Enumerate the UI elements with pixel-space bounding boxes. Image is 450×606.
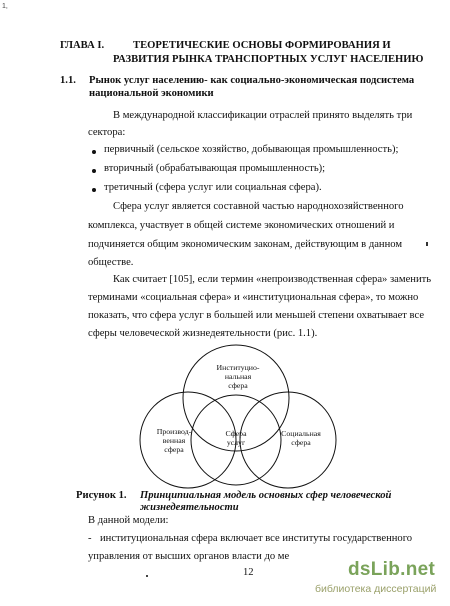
- chapter-number: ГЛАВА I.: [60, 40, 105, 51]
- after-figure-line3: управления от высших органов власти до ме: [88, 551, 290, 562]
- figure-caption-line2: жизнедеятельности: [140, 502, 239, 513]
- paragraph3-line3: показать, что сфера услуг в большей или меньшей степени охватывает все: [88, 310, 425, 321]
- after-figure-line2: институциональная сфера включает все институты государственного: [100, 533, 413, 544]
- left-circle-label-line1: Производ-: [156, 427, 192, 436]
- chapter-title-line1: ТЕОРЕТИЧЕСКИЕ ОСНОВЫ ФОРМИРОВАНИЯ И: [133, 40, 391, 51]
- scan-speck: [146, 575, 148, 577]
- section-title-line2: национальной экономики: [89, 88, 214, 99]
- scan-speck: [426, 242, 428, 246]
- after-figure-line1: В данной модели:: [88, 515, 169, 526]
- figure-caption-line1: Принципиальная модель основных сфер человеческой: [140, 490, 392, 501]
- right-circle-label-line1: Социальная: [281, 429, 321, 438]
- paragraph3-line2: терминами «социальная сфера» и «институциональная сфера», то можно: [88, 292, 419, 303]
- page-number: 12: [243, 567, 254, 578]
- left-circle-label-line2: венная: [162, 436, 186, 445]
- figure-caption-label: Рисунок 1.: [76, 490, 127, 501]
- paragraph1-line1: В международной классификации отраслей принято выделять три: [113, 110, 413, 121]
- bullet-item-secondary: вторичный (обрабатывающая промышленность);: [104, 163, 326, 174]
- paragraph1-line2: сектора:: [88, 127, 126, 138]
- after-figure-dash: -: [88, 533, 92, 544]
- watermark-subtitle: библиотека диссертаций: [315, 583, 437, 595]
- section-title-line1: Рынок услуг населению- как социально-экономическая подсистема: [89, 75, 415, 86]
- bullet-item-tertiary: третичный (сфера услуг или социальная сфера).: [104, 182, 322, 193]
- center-circle-label-line1: Сфера: [225, 429, 247, 438]
- paragraph2-line2: комплекса, участвует в общей системе экономических отношений и: [88, 220, 395, 231]
- paragraph2-line1: Сфера услуг является составной частью народнохозяйственного: [113, 201, 404, 212]
- paragraph3-line4: сферы человеческой жизнедеятельности (рис. 1.1).: [88, 328, 318, 339]
- top-circle-label-line3: сфера: [228, 381, 248, 390]
- top-circle-label-line2: нальная: [224, 372, 252, 381]
- chapter-title-line2: РАЗВИТИЯ РЫНКА ТРАНСПОРТНЫХ УСЛУГ НАСЕЛЕНИЮ: [113, 54, 424, 65]
- left-circle: [140, 392, 236, 488]
- section-number: 1.1.: [60, 75, 76, 86]
- paragraph3-line1: Как считает [105], если термин «непроизводственная сфера» заменить: [113, 274, 432, 285]
- center-circle-label-line2: услуг: [226, 438, 246, 447]
- top-circle-label-line1: Институцио-: [216, 363, 260, 372]
- corner-mark: 1,: [2, 3, 8, 10]
- paragraph2-line4: обществе.: [88, 257, 134, 268]
- paragraph2-line3: подчиняется общим экономическим законам, действующим в данном: [88, 239, 403, 250]
- bullet-item-primary: первичный (сельское хозяйство, добывающая промышленность);: [104, 144, 399, 155]
- left-circle-label-line3: сфера: [164, 445, 184, 454]
- right-circle-label-line2: сфера: [291, 438, 311, 447]
- watermark-brand: dsLib.net: [348, 559, 436, 580]
